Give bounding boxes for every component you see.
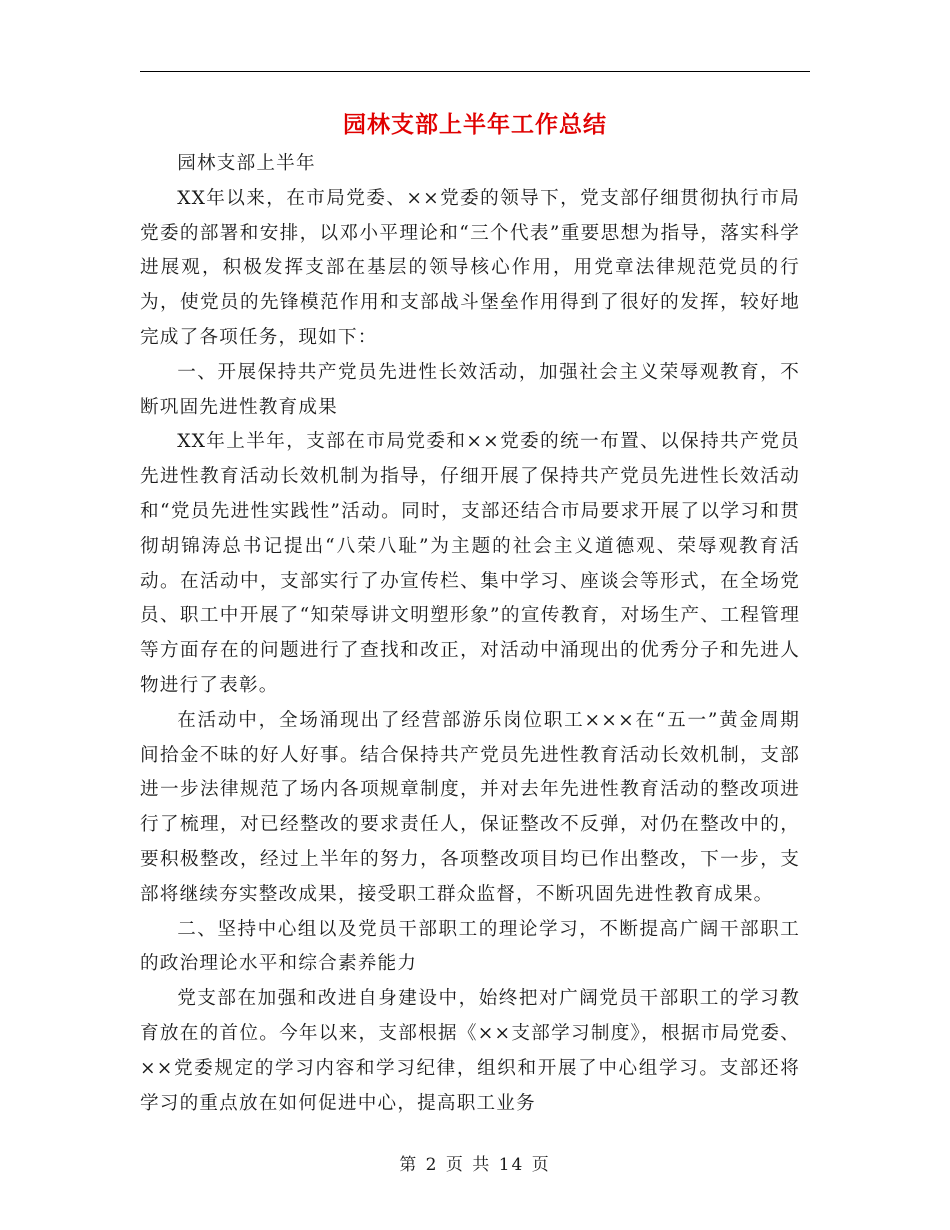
body-paragraph: 党支部在加强和改进自身建设中，始终把对广阔党员干部职工的学习教育放在的首位。今年以来，支部根据《××支部学习制度》，根据市局党委、××党委规定的学习内容和学习纪律，组织和开展了中心组学习。支部还将学习的重点放在如何促进中心，提高职工业务 <box>140 988 800 1114</box>
page-number-footer: 第 2 页 共 14 页 <box>399 1155 551 1175</box>
intro-paragraph: XX年以来，在市局党委、××党委的领导下，党支部仔细贯彻执行市局党委的部署和安排，以邓小平理论和“三个代表”重要思想为指导，落实科学进展观，积极发挥支部在基层的领导核心作用，用党章法律规范党员的行为，使党员的先锋模范作用和支部战斗堡垒作用得到了很好的发挥，较好地完成了各项任务，现如下： <box>140 187 800 348</box>
section-heading-2: 二、坚持中心组以及党员干部职工的理论学习，不断提高广阔干部职工的政治理论水平和综合素养能力 <box>140 918 800 975</box>
header-rule <box>140 71 810 72</box>
subtitle-paragraph: 园林支部上半年 <box>177 153 316 174</box>
document-title: 园林支部上半年工作总结 <box>343 112 607 138</box>
section-heading-1: 一、开展保持共产党员先进性长效活动，加强社会主义荣辱观教育，不断巩固先进性教育成果 <box>140 361 800 418</box>
body-paragraph: 在活动中，全场涌现出了经营部游乐岗位职工×××在“五一”黄金周期间拾金不昧的好人好事。结合保持共产党员先进性教育活动长效机制，支部进一步法律规范了场内各项规章制度，并对去年先进性教育活动的整改项进行了梳理，对已经整改的要求责任人，保证整改不反弹，对仍在整改中的，要积极整改，经过上半年的努力，各项整改项目均已作出整改，下一步，支部将继续夯实整改成果，接受职工群众监督，不断巩固先进性教育成果。 <box>140 709 800 905</box>
body-paragraph: XX年上半年，支部在市局党委和××党委的统一布置、以保持共产党员先进性教育活动长效机制为指导，仔细开展了保持共产党员先进性长效活动和“党员先进性实践性”活动。同时，支部还结合市局要求开展了以学习和贯彻胡锦涛总书记提出“八荣八耻”为主题的社会主义道德观、荣辱观教育活动。在活动中，支部实行了办宣传栏、集中学习、座谈会等形式，在全场党员、职工中开展了“知荣辱讲文明塑形象”的宣传教育，对场生产、工程管理等方面存在的问题进行了查找和改正，对活动中涌现出的优秀分子和先进人物进行了表彰。 <box>140 431 800 696</box>
document-body <box>140 147 800 1121</box>
